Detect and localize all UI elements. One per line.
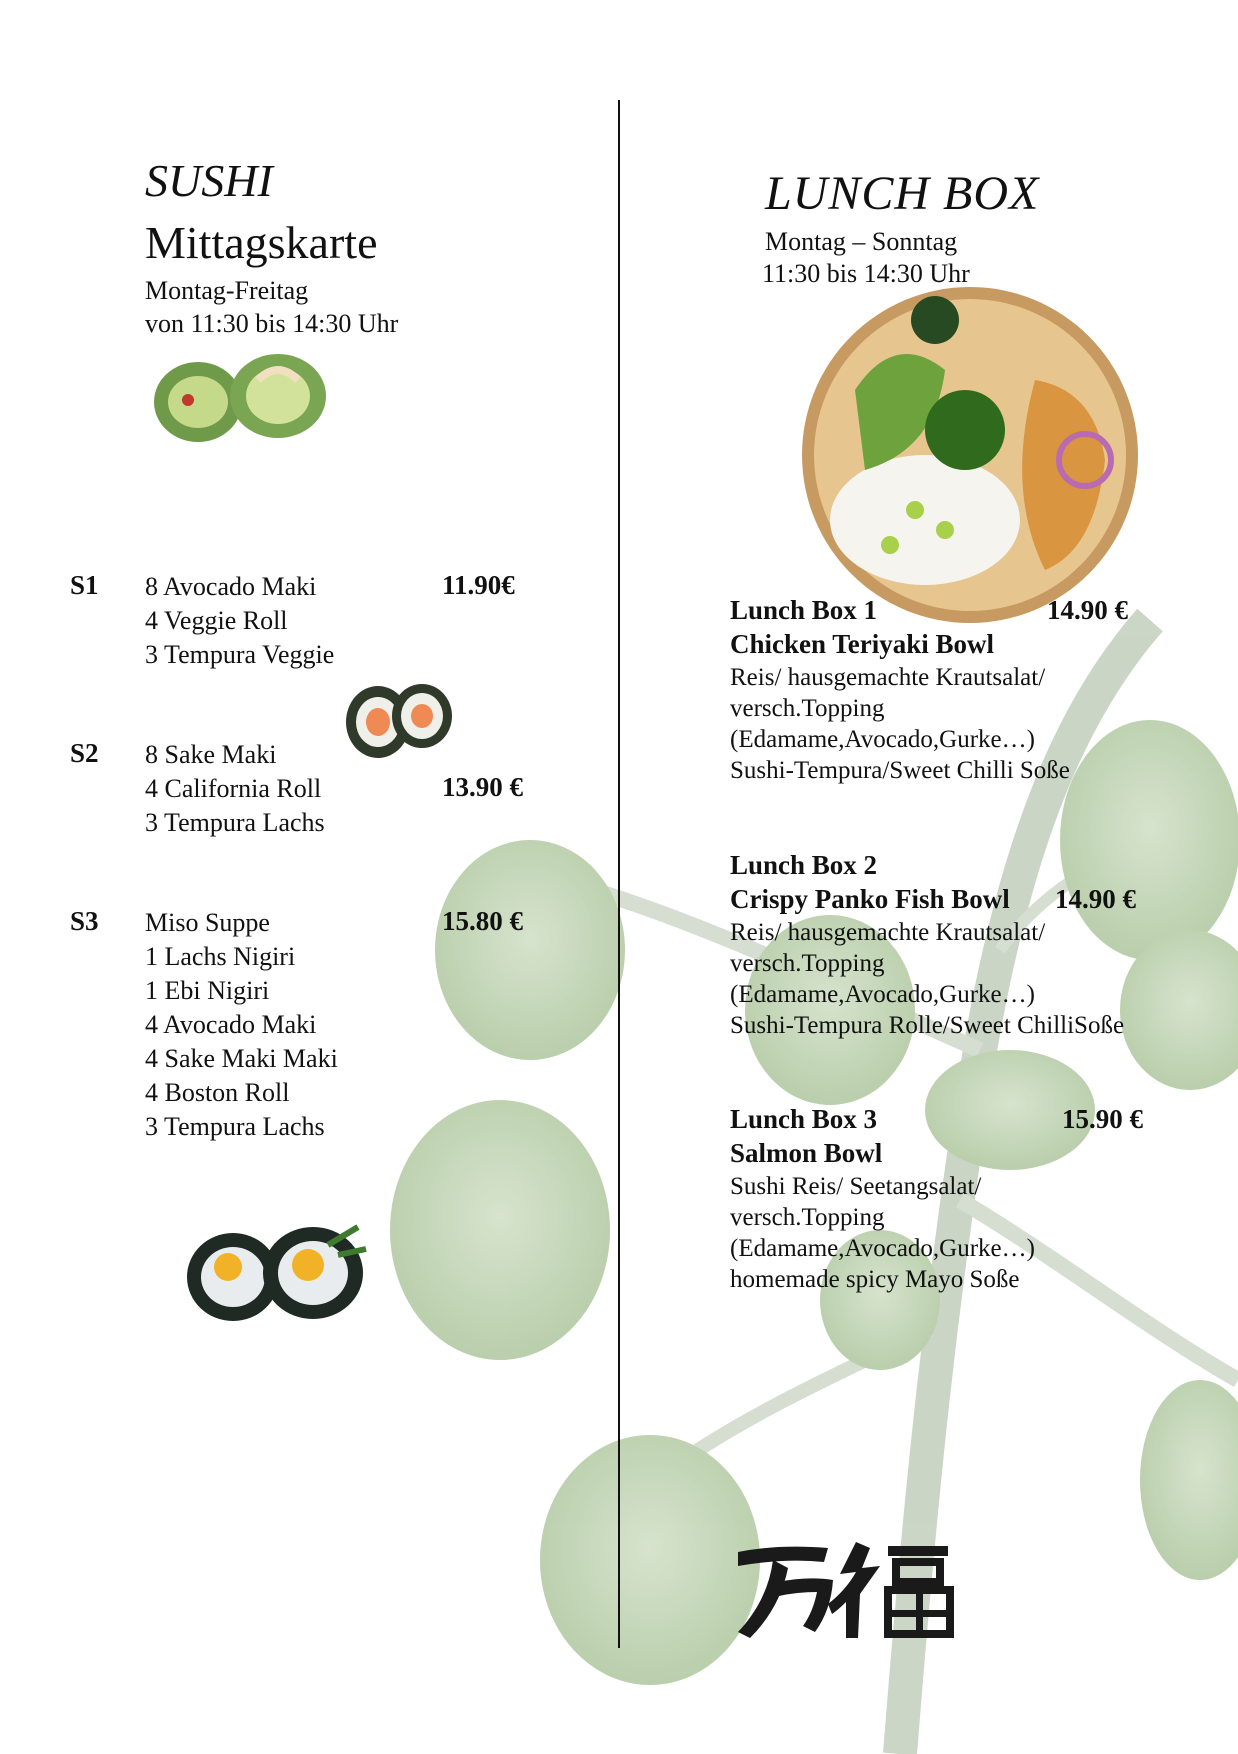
list-item: 3 Tempura Veggie: [145, 640, 335, 669]
price-s2: 13.90 €: [442, 772, 523, 802]
list-item: Reis/ hausgemachte Krautsalat/: [730, 664, 1046, 691]
lunch-time: 11:30 bis 14:30 Uhr: [762, 259, 970, 288]
list-item: (Edamame,Avocado,Gurke…): [730, 981, 1035, 1008]
lunch-box-3-name: Lunch Box 3: [730, 1104, 878, 1134]
menu-code-s3: S3: [70, 906, 99, 936]
list-item: 4 Sake Maki Maki: [145, 1044, 338, 1073]
lunch-box-1-name: Lunch Box 1: [730, 595, 878, 625]
list-item: versch.Topping: [730, 695, 885, 722]
lunch-box-3-description: [730, 1171, 1035, 1295]
list-item: homemade spicy Mayo Soße: [730, 1266, 1020, 1293]
maki-photo: [338, 682, 458, 772]
lunch-box-1-dish: Chicken Teriyaki Bowl: [730, 629, 995, 659]
lunch-box-2-dish: Crispy Panko Fish Bowl: [730, 884, 1010, 914]
sushi-topped-photo: [178, 1215, 388, 1345]
list-item: 3 Tempura Lachs: [145, 808, 325, 837]
sushi-subtitle: Mittagskarte: [145, 217, 378, 268]
list-item: 1 Ebi Nigiri: [145, 976, 270, 1005]
lunch-box-2-description: [730, 917, 1124, 1041]
list-item: versch.Topping: [730, 1204, 885, 1231]
list-item: (Edamame,Avocado,Gurke…): [730, 1235, 1035, 1262]
list-item: Sushi-Tempura/Sweet Chilli Soße: [730, 757, 1070, 784]
menu-items-s3: [145, 906, 338, 1144]
menu-items-s1: [145, 570, 334, 672]
lunch-title: LUNCH BOX: [765, 167, 1040, 220]
list-item: 4 Boston Roll: [145, 1078, 290, 1107]
sushi-roll-photo: [148, 340, 333, 460]
menu-items-s2: [145, 738, 325, 840]
sushi-title: SUSHI: [145, 155, 273, 206]
lunch-box-3-dish: Salmon Bowl: [730, 1138, 883, 1168]
list-item: Reis/ hausgemachte Krautsalat/: [730, 919, 1046, 946]
lunch-box-2-price: 14.90 €: [1055, 884, 1136, 914]
list-item: 4 Veggie Roll: [145, 606, 288, 635]
list-item: 8 Avocado Maki: [145, 572, 317, 601]
list-item: Sushi Reis/ Seetangsalat/: [730, 1173, 982, 1200]
list-item: 4 Avocado Maki: [145, 1010, 317, 1039]
list-item: Miso Suppe: [145, 908, 270, 937]
list-item: Sushi-Tempura Rolle/Sweet ChilliSoße: [730, 1012, 1125, 1039]
lunch-bowl-photo: [795, 280, 1145, 625]
list-item: 1 Lachs Nigiri: [145, 942, 296, 971]
lunch-box-1-description: [730, 662, 1070, 786]
sushi-days: Montag-Freitag: [145, 276, 309, 305]
column-divider: [618, 100, 620, 1648]
list-item: 8 Sake Maki: [145, 740, 277, 769]
price-s3: 15.80 €: [442, 906, 523, 936]
menu-code-s1: S1: [70, 570, 99, 600]
menu-code-s2: S2: [70, 738, 99, 768]
list-item: versch.Topping: [730, 950, 885, 977]
lunch-box-2-name: Lunch Box 2: [730, 850, 878, 880]
price-s1: 11.90€: [442, 570, 515, 600]
list-item: (Edamame,Avocado,Gurke…): [730, 726, 1035, 753]
lunch-days: Montag – Sonntag: [765, 227, 958, 256]
sushi-time: von 11:30 bis 14:30 Uhr: [145, 309, 399, 338]
wanfu-calligraphy-logo: [728, 1530, 958, 1640]
list-item: 4 California Roll: [145, 774, 322, 803]
lunch-box-3-price: 15.90 €: [1062, 1104, 1143, 1134]
lunch-box-1-price: 14.90 €: [1047, 595, 1128, 625]
list-item: 3 Tempura Lachs: [145, 1112, 325, 1141]
